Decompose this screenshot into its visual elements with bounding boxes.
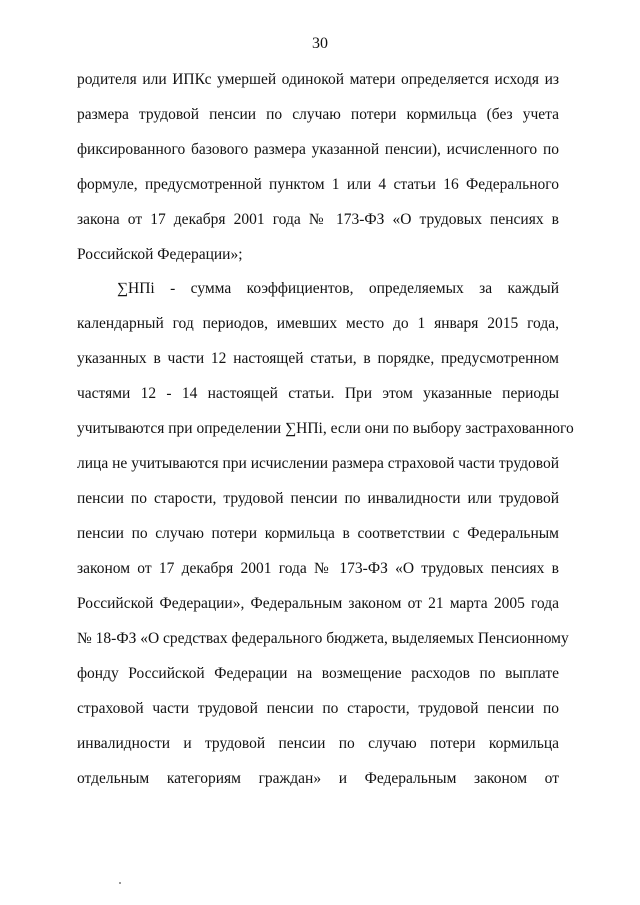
text-line: пенсии по случаю потери кормильца в соответствии с Федеральным — [77, 525, 559, 542]
text-line: законом от 17 декабря 2001 года № 173-ФЗ «О трудовых пенсиях в — [77, 560, 559, 577]
paragraph-2 — [77, 271, 574, 796]
text-line: размера трудовой пенсии по случаю потери кормильца (без учета — [77, 106, 559, 123]
text-line: формуле, предусмотренной пунктом 1 или 4 статьи 16 Федерального — [77, 176, 559, 193]
text-line: № 18-ФЗ «О средствах федерального бюджета, выделяемых Пенсионному — [77, 630, 569, 647]
text-line: фонду Российской Федерации на возмещение расходов по выплате — [77, 665, 559, 682]
text-line: лица не учитываются при исчислении размера страховой части трудовой — [77, 455, 559, 472]
scan-speck — [119, 882, 121, 884]
text-line: указанных в части 12 настоящей статьи, в порядке, предусмотренном — [77, 350, 559, 367]
text-line: Российской Федерации»; — [77, 246, 243, 263]
text-line: отдельным категориям граждан» и Федеральным законом от — [77, 770, 559, 787]
text-line: фиксированного базового размера указанной пенсии), исчисленного по — [77, 141, 559, 158]
text-line: календарный год периодов, имевших место до 1 января 2015 года, — [77, 315, 559, 332]
text-line: пенсии по старости, трудовой пенсии по инвалидности или трудовой — [77, 490, 559, 507]
text-line: страховой части трудовой пенсии по старости, трудовой пенсии по — [77, 700, 559, 717]
text-line: ∑НПi - сумма коэффициентов, определяемых за каждый — [117, 280, 559, 297]
text-line: инвалидности и трудовой пенсии по случаю потери кормильца — [77, 735, 559, 752]
text-line: родителя или ИПКс умершей одинокой матери определяется исходя из — [77, 71, 559, 88]
page-number: 30 — [312, 35, 328, 52]
paragraph-1 — [77, 62, 559, 272]
text-line: частями 12 - 14 настоящей статьи. При этом указанные периоды — [77, 385, 559, 402]
text-line: Российской Федерации», Федеральным законом от 21 марта 2005 года — [77, 595, 559, 612]
text-line: учитываются при определении ∑НПi, если они по выбору застрахованного — [77, 420, 574, 437]
text-line: закона от 17 декабря 2001 года № 173-ФЗ «О трудовых пенсиях в — [77, 211, 559, 228]
